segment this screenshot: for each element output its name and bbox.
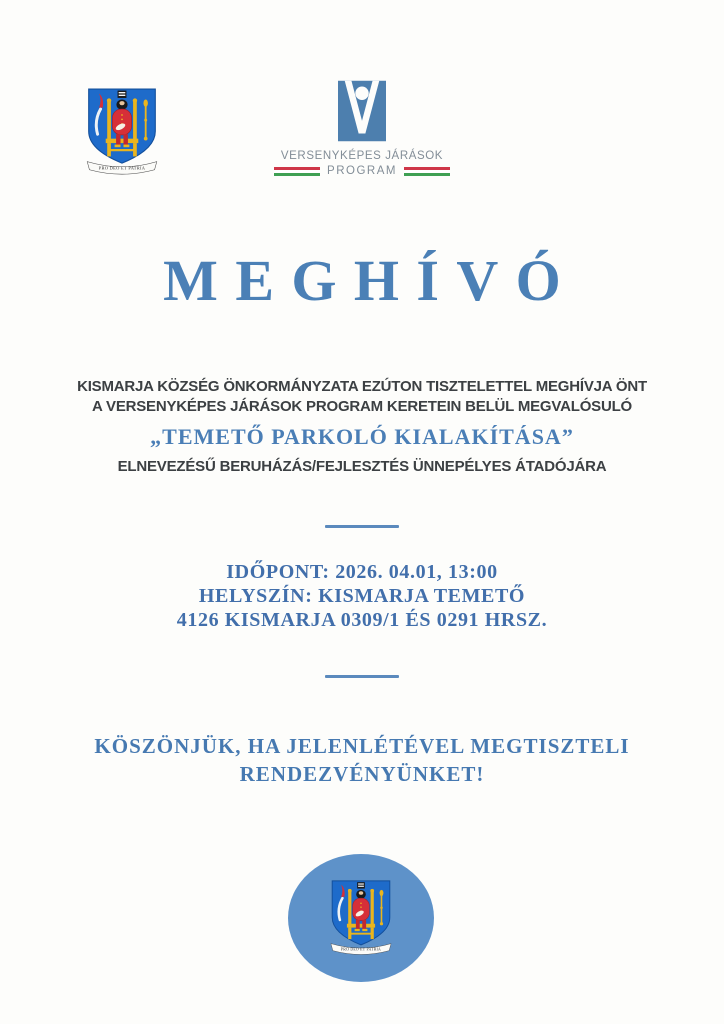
- bottom-badge: [288, 854, 434, 982]
- project-title: „TEMETŐ PARKOLÓ KIALAKÍTÁSA”: [150, 424, 574, 449]
- kismarja-coat-of-arms-badge: [329, 878, 393, 958]
- hungarian-flag-stripes-right: [404, 167, 450, 176]
- event-location: HELYSZÍN: KISMARJA TEMETŐ: [198, 585, 526, 607]
- program-logo-line1: VERSENYKÉPES JÁRÁSOK: [280, 150, 444, 162]
- intro-line-2: A VERSENYKÉPES JÁRÁSOK PROGRAM KERETEIN BELÜL MEGVALÓSULÓ: [91, 398, 633, 415]
- program-pin-icon: [338, 80, 386, 142]
- divider-bottom: [325, 675, 399, 678]
- program-logo: [277, 80, 447, 177]
- page-title: MEGHÍVÓ: [163, 248, 579, 313]
- project-subtitle: ELNEVEZÉSŰ BERUHÁZÁS/FEJLESZTÉS ÜNNEPÉLYES ÁTADÓJÁRA: [117, 458, 607, 475]
- event-datetime: IDŐPONT: 2026. 04.01, 13:00: [226, 561, 498, 583]
- kismarja-coat-of-arms: [85, 86, 159, 178]
- program-logo-line2: PROGRAM: [327, 165, 397, 177]
- event-info: [0, 560, 724, 632]
- closing-message: [0, 732, 724, 788]
- intro-line-1: KISMARJA KÖZSÉG ÖNKORMÁNYZATA EZÚTON TISZTELETTEL MEGHÍVJA ÖNT: [77, 378, 647, 395]
- event-address: 4126 KISMARJA 0309/1 ÉS 0291 HRSZ.: [176, 609, 548, 631]
- coat-of-arms-motto-text: PRO DEO ET PATRIA: [98, 165, 146, 171]
- coat-of-arms-badge-motto-text: PRO DEO ET PATRIA: [340, 947, 382, 952]
- closing-line-2: RENDEZVÉNYÜNKET!: [239, 762, 485, 786]
- intro-paragraph: [0, 377, 724, 417]
- program-logo-line2-row: [274, 165, 450, 177]
- divider-top: [325, 525, 399, 528]
- closing-line-1: KÖSZÖNJÜK, HA JELENLÉTÉVEL MEGTISZTELI: [94, 734, 630, 758]
- hungarian-flag-stripes-left: [274, 167, 320, 176]
